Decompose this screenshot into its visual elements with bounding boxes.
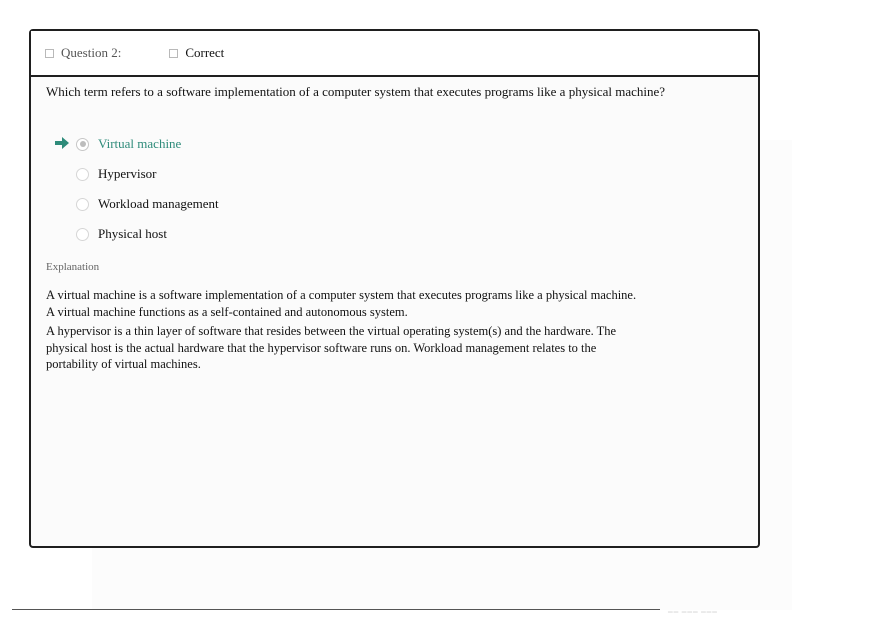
option-physical-host[interactable] xyxy=(55,219,219,249)
radio-icon[interactable] xyxy=(76,228,89,241)
option-hypervisor[interactable] xyxy=(55,159,219,189)
explanation-title: Explanation xyxy=(46,261,100,273)
result-status xyxy=(169,45,224,61)
status-icon xyxy=(169,49,178,58)
answer-options xyxy=(55,129,219,249)
option-label: Virtual machine xyxy=(98,136,182,151)
arrow-right-icon xyxy=(55,137,69,149)
result-status-label: Correct xyxy=(185,45,225,60)
radio-icon[interactable] xyxy=(76,138,89,151)
option-label: Physical host xyxy=(98,226,167,241)
radio-icon[interactable] xyxy=(76,168,89,181)
option-label: Hypervisor xyxy=(98,166,157,181)
explanation-paragraph: A virtual machine is a software implementation of a computer system that executes programs like a physical machine. A virtual machine functions as a self-contained and autonomous system. xyxy=(46,288,637,319)
footer-divider xyxy=(12,609,660,610)
question-card xyxy=(29,29,760,548)
explanation-paragraph: A hypervisor is a thin layer of software that resides between the virtual operating system(s) and the hardware. The physical host is the actual hardware that the hypervisor software runs on. Workload management relates to the portability of virtual machines. xyxy=(46,324,617,371)
footer-mark: ▁▁ ▁▁▁ ▁▁▁ xyxy=(668,607,718,613)
radio-icon[interactable] xyxy=(76,198,89,211)
question-header xyxy=(31,31,758,77)
option-workload-management[interactable] xyxy=(55,189,219,219)
option-label: Workload management xyxy=(98,196,219,211)
question-text: Which term refers to a software implementation of a computer system that executes programs like a physical machine? xyxy=(46,84,666,99)
option-virtual-machine[interactable] xyxy=(55,129,219,159)
question-number-label: Question 2: xyxy=(61,45,122,60)
question-number xyxy=(45,45,121,61)
explanation-body xyxy=(46,287,646,376)
flag-checkbox-icon[interactable] xyxy=(45,49,54,58)
